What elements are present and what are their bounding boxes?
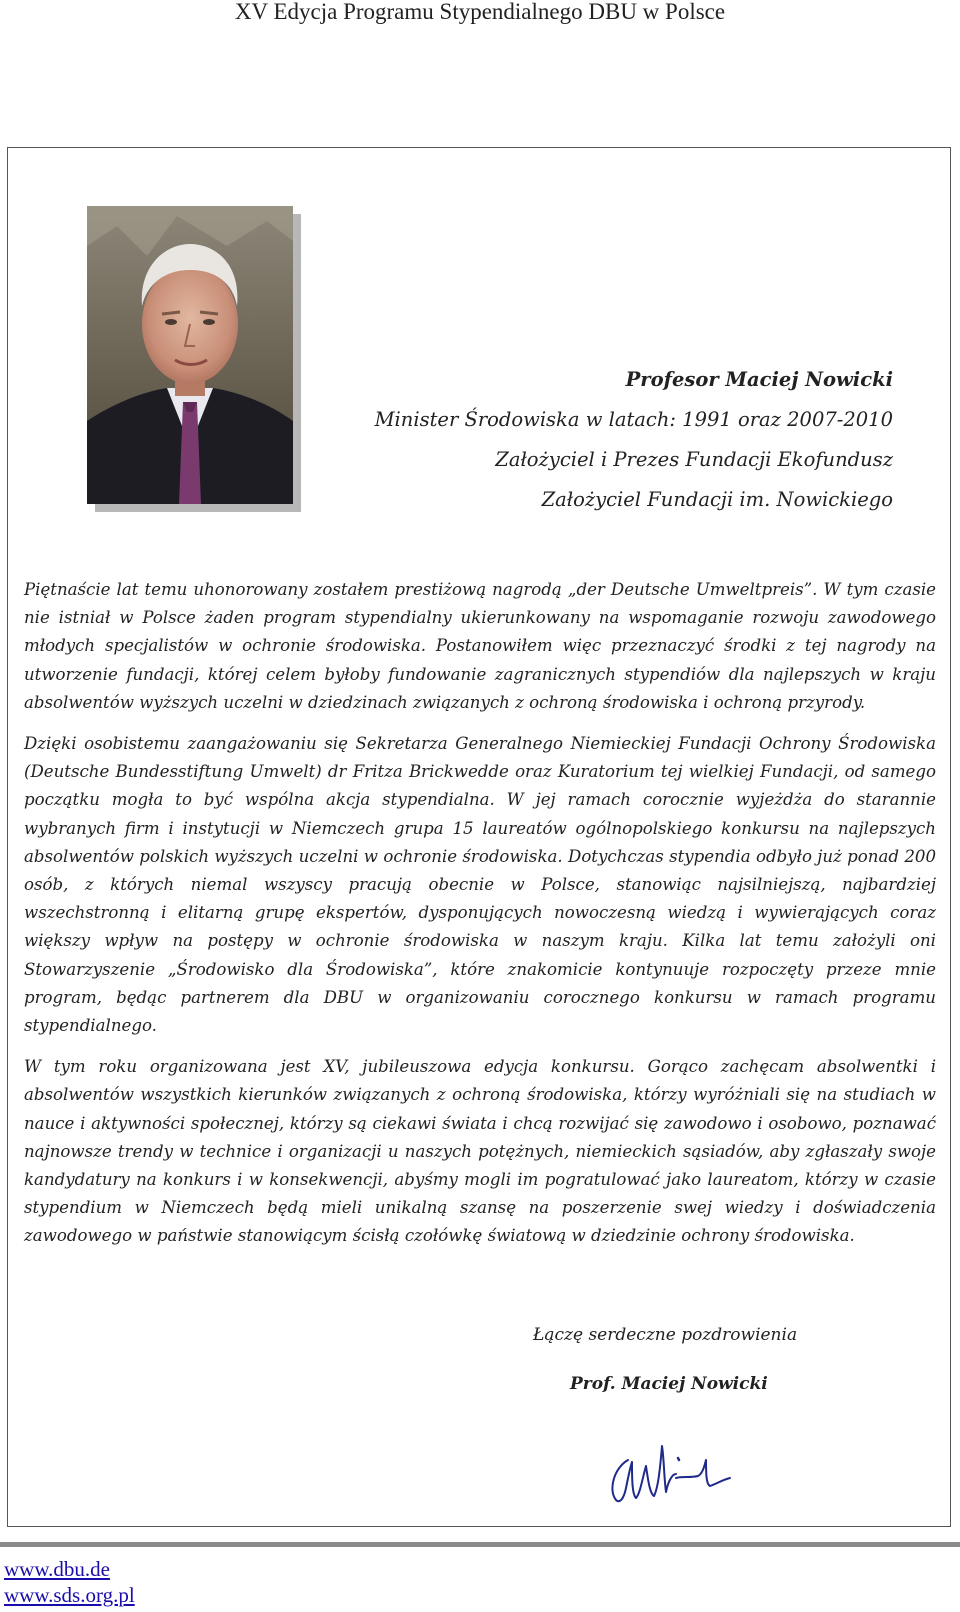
- handwritten-signature: [606, 1438, 736, 1508]
- author-name: Profesor Maciej Nowicki: [625, 368, 893, 391]
- author-block: [375, 360, 893, 520]
- page-header-title: XV Edycja Programu Stypendialnego DBU w Polsce: [234, 0, 726, 24]
- closing-greeting: Łączę serdeczne pozdrowienia: [533, 1325, 798, 1345]
- portrait-photo: [87, 206, 293, 504]
- author-title-line-2: Założyciel i Prezes Fundacji Ekofundusz: [495, 448, 893, 471]
- letter-paragraph-1: Piętnaście lat temu uhonorowany zostałem prestiżową nagrodą „der Deutsche Umweltpreis”. W tym czasie nie istniał w Polsce żaden program stypendialny ukierunkowany na wspomaganie rozwoju zawodowego młodych specjalistów w ochronie środowiska. Postanowiłem więc przeznaczyć środki z tej nagrody na utworzenie fundacji, której celem byłoby fundowanie zagranicznych stypendiów dla najlepszych w kraju absolwentów wyższych uczelni w dziedzinach związanych z ochroną środowiska i ochroną przyrody.: [24, 580, 936, 712]
- author-title-line-1: Minister Środowiska w latach: 1991 oraz 2007-2010: [374, 408, 893, 431]
- footer-links: [4, 1556, 135, 1608]
- footer-divider: [0, 1542, 960, 1547]
- portrait-image: [87, 206, 293, 504]
- letter-paragraph-2: Dzięki osobistemu zaangażowaniu się Sekretarza Generalnego Niemieckiej Fundacji Ochrony Środowiska (Deutsche Bundesstiftung Umwelt) dr Fritza Brickwedde oraz Kuratorium tej wielkiej Fundacji, od samego początku mogła to być wspólna akcja stypendialna. W jej ramach corocznie wyjeżdża do starannie wybranych firm i instytucji w Niemczech grupa 15 laureatów ogólnopolskiego konkursu na najlepszych absolwentów polskich wyższych uczelni w ochronie środowiska. Dotychczas stypendia odbyło już ponad 200 osób, z których niemal wszyscy pracują obecnie w Polsce, stanowiąc najsilniejszą, najbardziej wszechstronną i elitarną grupę ekspertów, dysponujących nowoczesną wiedzą i wywierających coraz większy wpływ na postępy w ochronie środowiska w naszym kraju. Kilka lat temu założyli oni Stowarzyszenie „Środowisko dla Środowiska”, które znakomicie kontynuuje rozpoczęty przeze mnie program, będąc partnerem dla DBU w organizowaniu corocznego konkursu w ramach programu stypendialnego.: [24, 734, 936, 1036]
- author-title-line-3: Założyciel Fundacji im. Nowickiego: [541, 488, 893, 511]
- closing-signer: Prof. Maciej Nowicki: [570, 1374, 768, 1394]
- footer-link-dbu[interactable]: www.dbu.de: [4, 1557, 110, 1581]
- footer-link-sds[interactable]: www.sds.org.pl: [4, 1583, 135, 1607]
- letter-body: [24, 576, 936, 1264]
- letter-paragraph-3: W tym roku organizowana jest XV, jubileuszowa edycja konkursu. Gorąco zachęcam absolwentki i absolwentów wszystkich kierunków związanych z ochroną środowiska, którzy wyróżniali się na studiach w nauce i aktywności społecznej, którzy są ciekawi świata i chcą rozwijać się zawodowo i osobowo, poznawać najnowsze trendy w technice i organizacji u naszych potężnych, niemieckich sąsiadów, aby zgłaszały swoje kandydatury na konkurs i w konsekwencji, abyśmy mogli im pogratulować jako laureatom, którzy w czasie stypendium w Niemczech będą mieli unikalną szansę na poszerzenie swej wiedzy i doświadczenia zawodowego w państwie stanowiącym ścisłą czołówkę światową w dziedzinie ochrony środowiska.: [24, 1057, 936, 1246]
